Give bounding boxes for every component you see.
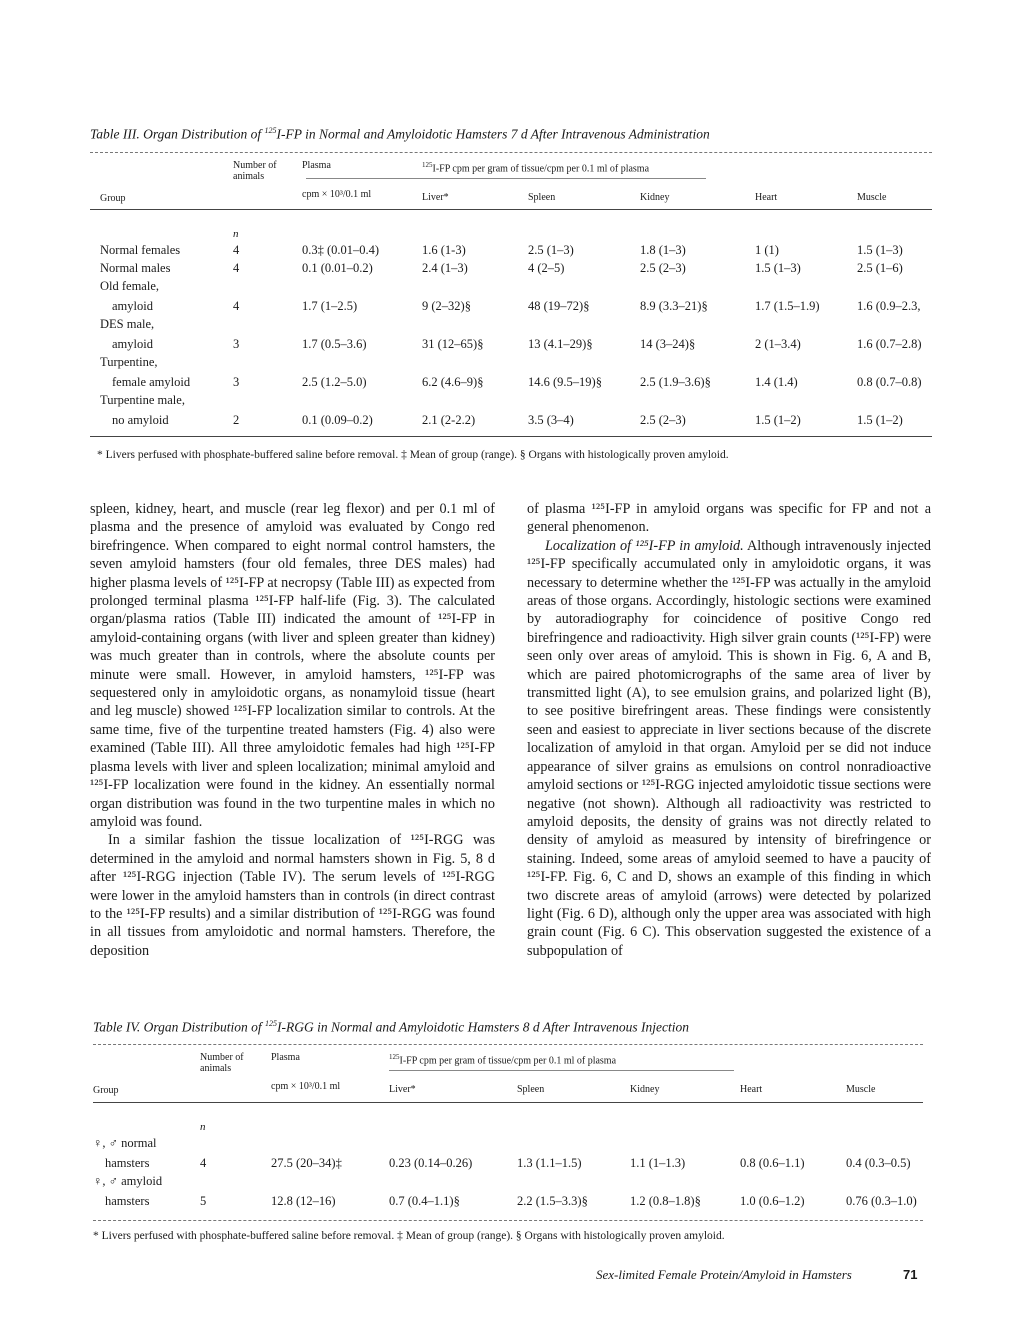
body-left-column: [90, 500, 495, 960]
table3-cell-plasma: 0.1 (0.01–0.2): [302, 261, 373, 275]
table3-cell-plasma: 1.7 (1–2.5): [302, 299, 358, 313]
table3-cell-plasma: 2.5 (1.2–5.0): [302, 375, 367, 389]
table3-header-muscle: Muscle: [857, 192, 887, 204]
table3-body: [100, 212, 932, 428]
table3-cell-heart: 1.4 (1.4): [755, 375, 798, 389]
table3-cell-group: Turpentine,: [100, 355, 158, 369]
table3-cell-spleen: 14.6 (9.5–19)§: [528, 375, 602, 389]
table4-cell-n: 5: [200, 1194, 207, 1208]
table4-cell-muscle: 0.4 (0.3–0.5): [846, 1156, 911, 1170]
table3-cell-liver: 31 (12–65)§: [422, 337, 484, 351]
table3-cell-plasma: 0.3‡ (0.01–0.4): [302, 243, 380, 257]
table3-cell-liver: 9 (2–32)§: [422, 299, 471, 313]
table4-bottom-rule: [93, 1220, 923, 1221]
table3-cell-heart: 1 (1): [755, 243, 779, 257]
table3-bottom-rule: [90, 436, 932, 437]
table4-header-organs: $^{125}$I-FP cpm per gram of tissue/cpm per 0.1 ml of plasma Liver* Spleen Kidney Heart Muscle: [389, 1052, 923, 1100]
table3-cell-plasma: 1.7 (0.5–3.6): [302, 337, 367, 351]
table3-cell-group: Turpentine male,: [100, 393, 185, 407]
table3-cell-n: 4: [233, 243, 240, 257]
table3-cell-n: 3: [233, 337, 240, 351]
table4-header-number: Number of animals: [200, 1052, 244, 1074]
table4-cell-group: ♀, ♂ normal: [93, 1136, 157, 1150]
table4-span-rule: [389, 1070, 734, 1071]
table3-cell-group-cont: female amyloid: [112, 375, 191, 389]
table3-footnote: * Livers perfused with phosphate-buffered saline before removal. ‡ Mean of group (range). § Organs with histologically proven amyloid.: [97, 449, 729, 461]
table3-header-number: Number of animals: [233, 160, 277, 182]
table3: [100, 160, 932, 208]
table3-cell-muscle: 0.8 (0.7–0.8): [857, 375, 922, 389]
table3-cell-kidney: 2.5 (1.9–3.6)§: [640, 375, 711, 389]
table3-header-organs: $^{125}$I-FP cpm per gram of tissue/cpm per 0.1 ml of plasma Liver* Spleen Kidney Heart Muscle: [422, 160, 932, 208]
table4-cell-liver: 0.7 (0.4–1.1)§: [389, 1194, 460, 1208]
table3-cell-heart: 1.7 (1.5–1.9): [755, 299, 820, 313]
table3-cell-group-cont: amyloid: [112, 337, 153, 351]
table3-cell-muscle: 1.5 (1–2): [857, 413, 903, 427]
table4-header-plasma: Plasma cpm × 10³/0.1 ml: [271, 1052, 341, 1092]
table4-cell-liver: 0.23 (0.14–0.26): [389, 1156, 473, 1170]
table4-header-liver: Liver*: [389, 1084, 416, 1096]
table4-header-kidney: Kidney: [630, 1084, 660, 1096]
table3-cell-kidney: 2.5 (2–3): [640, 413, 686, 427]
table3-cell-n: 2: [233, 413, 240, 427]
table-row: [100, 332, 932, 352]
table3-cell-group: Normal males: [100, 261, 171, 275]
table3-top-rule: [90, 152, 932, 153]
table4-cell-spleen: 1.3 (1.1–1.5): [517, 1156, 582, 1170]
table3-cell-group-cont: no amyloid: [112, 413, 169, 427]
table3-cell-spleen: 13 (4.1–29)§: [528, 337, 593, 351]
table4-header-group: Group: [93, 1085, 119, 1096]
table3-cell-n: 4: [233, 299, 240, 313]
table3-span-rule: [306, 178, 706, 179]
body-paragraph: In a similar fashion the tissue localization of ¹²⁵I-RGG was determined in the amyloid and normal hamsters shown in Fig. 5, 8 d after ¹²⁵I-RGG injection (Table IV). The serum levels of ¹²⁵I-RGG were lower in the amyloid hamsters than in controls (in direct contrast to the ¹²⁵I-FP results) and a similar distribution of ¹²⁵I-RGG was found in all tissues from amyloidotic and normal hamsters. Therefore, the deposition: [90, 832, 495, 959]
table3-cell-spleen: 2.5 (1–3): [528, 243, 574, 257]
table4-caption: Table IV. Organ Distribution of $^{125}$I-RGG in Normal and Amyloidotic Hamsters 8 d After Intravenous Injection: [93, 1019, 689, 1035]
table4-cell-muscle: 0.76 (0.3–1.0): [846, 1194, 917, 1208]
table-row: [100, 370, 932, 390]
table4-cell-plasma: 12.8 (12–16): [271, 1194, 336, 1208]
table3-header-spleen: Spleen: [528, 192, 556, 204]
table4-footnote: * Livers perfused with phosphate-buffered saline before removal. ‡ Mean of group (range). § Organs with histologically proven amyloid.: [93, 1230, 725, 1242]
table4-n-label: n: [200, 1121, 206, 1133]
table-row: [93, 1151, 923, 1171]
table4-cell-heart: 1.0 (0.6–1.2): [740, 1194, 805, 1208]
table4-cell-n: 4: [200, 1156, 207, 1170]
table3-cell-spleen: 3.5 (3–4): [528, 413, 574, 427]
table3-cell-kidney: 14 (3–24)§: [640, 337, 696, 351]
table3-n-label: n: [233, 228, 239, 240]
table3-header-group: Group: [100, 193, 126, 204]
table3-header-rule: [90, 209, 932, 210]
table4-header-rule: [93, 1102, 923, 1103]
table-row: [100, 258, 932, 276]
body-paragraph: Localization of ¹²⁵I-FP in amyloid. Although intravenously injected ¹²⁵I-FP specifically accumulated only in amyloidotic organs, it was necessary to determine whether the ¹²⁵I-FP was actually in the amyloid areas of those organs. Accordingly, histologic sections were examined by autoradiography for coincidence of positive Congo red birefringence and radioactivity. High silver grain counts (¹²⁵I-FP) were seen only over areas of amyloid. This is shown in Fig. 6, A and B, which are paired photomicrographs of the same area of liver by transmitted light (A), to see emulsion grains, and polarized light (B), to see positive birefringent areas. These findings were consistently seen and easiest to appreciate in liver sections because of the discrete localization of amyloid in that organ. Amyloid per se did not induce appearance of silver grains as emulsions on control nonradioactive amyloid sections or ¹²⁵I-RGG injected amyloidotic tissue sections were negative (not shown). Although all radioactivity was restricted to amyloid deposits, the density of grains was not directly related to density of amyloid as measured by intensity of birefringence or staining. Indeed, some areas of amyloid seemed to have a paucity of ¹²⁵I-FP. Fig. 6, C and D, shows an example of this finding in which two discrete areas of amyloid (arrows) were detected by polarized light (Fig. 6 D), although only the upper area was associated with high grain count (Fig. 6 C). This observation suggested the existence of a subpopulation of: [527, 537, 931, 959]
body-paragraph: spleen, kidney, heart, and muscle (rear leg flexor) and per 0.1 ml of plasma and the presence of amyloid was evaluated by Congo red birefringence. When compared to eight normal control hamsters, the seven amyloid hamsters (four old females, three DES males) had higher plasma levels of ¹²⁵I-FP at necropsy (Table III) as expected from prolonged terminal plasma ¹²⁵I-FP half-life (Fig. 3). The calculated organ/plasma ratios (Table III) indicated the amount of ¹²⁵I-FP in amyloid-containing organs (with liver and spleen greater than kidney) was much greater than in controls, where the absolute counts per minute were small. However, in amyloid hamsters, ¹²⁵I-FP was sequestered only in amyloidotic organs, as nonamyloid tissue (heart and leg muscle) showed ¹²⁵I-FP localization similar to controls. At the same time, five of the turpentine treated hamsters (Fig. 4) also were examined (Table III). All three amyloidotic females had high ¹²⁵I-FP plasma levels with liver and spleen localization; minimal amyloid and ¹²⁵I-FP localization were found in the kidney. An essentially normal organ distribution was found in the two turpentine males in which no amyloid was found.: [90, 501, 495, 830]
running-footer: Sex-limited Female Protein/Amyloid in Hamsters: [596, 1267, 852, 1282]
table-row: [100, 240, 932, 258]
table4-top-rule: [93, 1044, 923, 1045]
table3-cell-group: Normal females: [100, 243, 181, 257]
table3-cell-kidney: 1.8 (1–3): [640, 243, 686, 257]
table3-cell-group: DES male,: [100, 317, 155, 331]
table4-header-muscle: Muscle: [846, 1084, 876, 1096]
table3-cell-group-cont: amyloid: [112, 299, 153, 313]
page-number: 71: [903, 1267, 918, 1282]
table3-header-heart: Heart: [755, 192, 778, 204]
table4-cell-group-cont: hamsters: [105, 1156, 150, 1170]
table3-cell-kidney: 8.9 (3.3–21)§: [640, 299, 708, 313]
table3-cell-heart: 1.5 (1–3): [755, 261, 801, 275]
table3-cell-muscle: 1.6 (0.7–2.8): [857, 337, 922, 351]
table4-cell-group: ♀, ♂ amyloid: [93, 1174, 163, 1188]
table4-cell-plasma: 27.5 (20–34)‡: [271, 1156, 342, 1170]
table3-cell-liver: 1.6 (1-3): [422, 243, 466, 257]
table4-cell-group-cont: hamsters: [105, 1194, 150, 1208]
table3-header-liver: Liver*: [422, 192, 449, 204]
table3-cell-plasma: 0.1 (0.09–0.2): [302, 413, 373, 427]
table3-header-plasma: Plasma cpm × 10³/0.1 ml: [302, 160, 372, 200]
table3-cell-spleen: 48 (19–72)§: [528, 299, 590, 313]
table4-cell-kidney: 1.2 (0.8–1.8)§: [630, 1194, 701, 1208]
table3-cell-liver: 2.1 (2-2.2): [422, 413, 476, 427]
table4-header-spleen: Spleen: [517, 1084, 545, 1096]
body-paragraph: of plasma ¹²⁵I-FP in amyloid organs was specific for FP and not a general phenomenon.: [527, 501, 931, 536]
table-row: [93, 1189, 923, 1209]
table3-cell-liver: 2.4 (1–3): [422, 261, 468, 275]
table3-caption: Table III. Organ Distribution of $^{125}$I-FP in Normal and Amyloidotic Hamsters 7 d After Intravenous Administration: [90, 126, 710, 142]
table3-cell-group: Old female,: [100, 279, 160, 293]
table4-cell-kidney: 1.1 (1–1.3): [630, 1156, 686, 1170]
table-row: [100, 408, 932, 428]
table3-cell-muscle: 1.6 (0.9–2.3,: [857, 299, 921, 313]
subsection-heading: Localization of ¹²⁵I-FP in amyloid.: [545, 537, 744, 554]
table3-cell-kidney: 2.5 (2–3): [640, 261, 686, 275]
body-right-column: [527, 500, 931, 960]
table3-header-kidney: Kidney: [640, 192, 670, 204]
table4-header-heart: Heart: [740, 1084, 763, 1096]
table3-cell-n: 4: [233, 261, 240, 275]
table3-cell-heart: 1.5 (1–2): [755, 413, 801, 427]
table3-cell-n: 3: [233, 375, 240, 389]
table4-cell-heart: 0.8 (0.6–1.1): [740, 1156, 805, 1170]
table-row: [100, 294, 932, 314]
table3-cell-heart: 2 (1–3.4): [755, 337, 801, 351]
table4-body: [93, 1105, 923, 1209]
table4: [93, 1052, 923, 1100]
table3-cell-muscle: 1.5 (1–3): [857, 243, 903, 257]
table3-cell-liver: 6.2 (4.6–9)§: [422, 375, 484, 389]
table3-cell-muscle: 2.5 (1–6): [857, 261, 903, 275]
table4-cell-spleen: 2.2 (1.5–3.3)§: [517, 1194, 588, 1208]
table3-cell-spleen: 4 (2–5): [528, 261, 565, 275]
